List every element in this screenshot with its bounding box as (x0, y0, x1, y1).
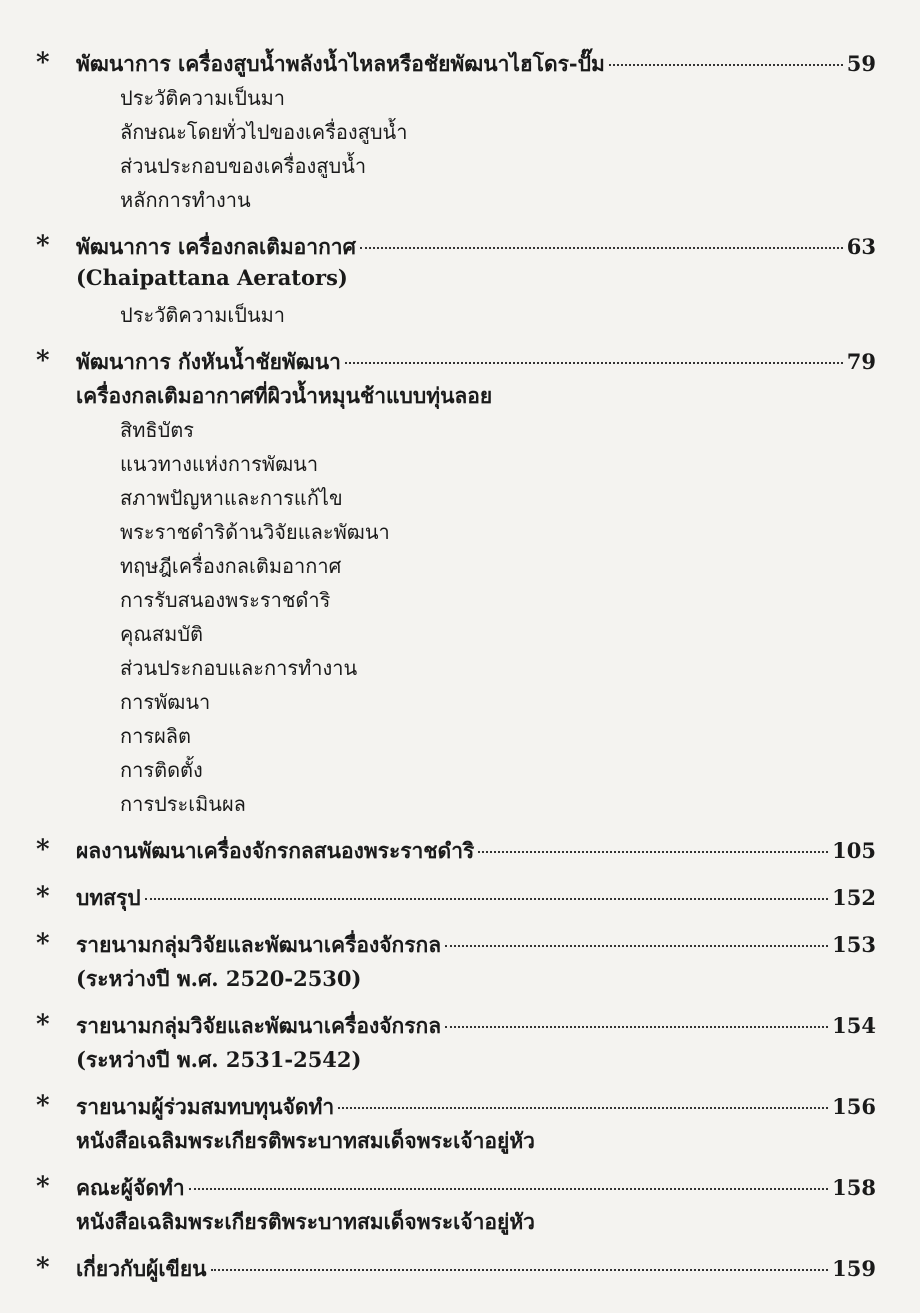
toc-entry-title: พัฒนาการ เครื่องกลเติมอากาศ (76, 234, 356, 259)
toc-entry (36, 48, 876, 218)
toc-entry (36, 882, 876, 916)
toc-entry-title: พัฒนาการ เครื่องสูบน้ำพลังน้ำไหลหรือชัยพัฒนาไฮโดร-ปั๊ม (76, 51, 605, 76)
bullet-asterisk-icon: * (36, 1253, 50, 1283)
toc-entry-title-continuation: เครื่องกลเติมอากาศที่ผิวน้ำหมุนช้าแบบทุ่นลอย (76, 383, 493, 408)
toc-entry-title-continuation: หนังสือเฉลิมพระเกียรติพระบาทสมเด็จพระเจ้าอยู่หัว (76, 1128, 535, 1153)
bullet-asterisk-icon: * (36, 882, 50, 912)
toc-entry-page-number: 159 (832, 1256, 876, 1281)
dot-leader (211, 1269, 829, 1271)
toc-subitem: แนวทางแห่งการพัฒนา (120, 452, 319, 476)
toc-subitem: สิทธิบัตร (120, 418, 195, 442)
toc-entry-title: พัฒนาการ กังหันน้ำชัยพัฒนา (76, 349, 341, 374)
toc-entry-line (36, 1253, 876, 1287)
toc-entry-title: รายนามผู้ร่วมสมทบทุนจัดทำ (76, 1094, 335, 1119)
toc-entry (36, 1010, 876, 1078)
toc-entry-title-continuation: (ระหว่างปี พ.ศ. 2520-2530) (76, 966, 362, 991)
toc-subitem: ลักษณะโดยทั่วไปของเครื่องสูบน้ำ (120, 120, 408, 144)
bullet-asterisk-icon: * (36, 1091, 50, 1121)
bullet-asterisk-icon: * (36, 48, 50, 78)
toc-entry-page-number: 156 (832, 1094, 876, 1119)
bullet-asterisk-icon: * (36, 1172, 50, 1202)
toc-subitem: คุณสมบัติ (120, 622, 204, 646)
table-of-contents (36, 48, 876, 1300)
dot-leader (345, 362, 843, 364)
dot-leader (189, 1188, 828, 1190)
toc-subitem: การประเมินผล (120, 792, 246, 816)
toc-subitem: ส่วนประกอบและการทำงาน (120, 656, 358, 680)
toc-subitem: ส่วนประกอบของเครื่องสูบน้ำ (120, 154, 367, 178)
dot-leader (445, 1026, 828, 1028)
bullet-asterisk-icon: * (36, 231, 50, 261)
toc-subitem: ประวัติความเป็นมา (120, 303, 286, 327)
toc-entry-page-number: 158 (832, 1175, 876, 1200)
toc-entry-page-number: 59 (846, 51, 876, 76)
bullet-asterisk-icon: * (36, 835, 50, 865)
toc-entry-title: บทสรุป (76, 885, 141, 910)
dot-leader (609, 64, 843, 66)
toc-entry (36, 1172, 876, 1240)
toc-subitem: ประวัติความเป็นมา (120, 86, 286, 110)
toc-subitem: พระราชดำริด้านวิจัยและพัฒนา (120, 520, 390, 544)
toc-entry (36, 231, 876, 333)
toc-entry (36, 929, 876, 997)
toc-entry-page-number: 154 (832, 1013, 876, 1038)
toc-subitem: สภาพปัญหาและการแก้ไข (120, 486, 343, 510)
toc-entry-title-continuation: (ระหว่างปี พ.ศ. 2531-2542) (76, 1047, 362, 1072)
dot-leader (478, 851, 828, 853)
toc-entry (36, 1253, 876, 1287)
toc-entry-line (36, 48, 876, 82)
dot-leader (338, 1107, 828, 1109)
toc-entry-title: ผลงานพัฒนาเครื่องจักรกลสนองพระราชดำริ (76, 838, 475, 863)
toc-entry-page-number: 153 (832, 932, 876, 957)
toc-entry-page-number: 79 (846, 349, 876, 374)
toc-entry-page-number: 152 (832, 885, 876, 910)
toc-subitem: ทฤษฎีเครื่องกลเติมอากาศ (120, 554, 342, 578)
toc-entry-line (36, 882, 876, 916)
toc-subitem: การผลิต (120, 724, 192, 748)
toc-subitem: หลักการทำงาน (120, 188, 251, 212)
toc-entry-line (36, 1010, 876, 1044)
toc-entry-line (36, 929, 876, 963)
toc-subitem: การพัฒนา (120, 690, 211, 714)
toc-entry-line (36, 1172, 876, 1206)
bullet-asterisk-icon: * (36, 1010, 50, 1040)
bullet-asterisk-icon: * (36, 929, 50, 959)
toc-entry (36, 1091, 876, 1159)
toc-entry-title: คณะผู้จัดทำ (76, 1175, 185, 1200)
toc-entry-title: รายนามกลุ่มวิจัยและพัฒนาเครื่องจักรกล (76, 1013, 442, 1038)
toc-entry-title-continuation: หนังสือเฉลิมพระเกียรติพระบาทสมเด็จพระเจ้าอยู่หัว (76, 1209, 535, 1234)
toc-entry-title: รายนามกลุ่มวิจัยและพัฒนาเครื่องจักรกล (76, 932, 442, 957)
toc-entry-line (36, 346, 876, 380)
toc-entry-line (36, 231, 876, 265)
toc-subitem: การติดตั้ง (120, 758, 203, 782)
dot-leader (145, 898, 829, 900)
toc-entry-line (36, 1091, 876, 1125)
toc-entry-page-number: 105 (832, 838, 876, 863)
toc-subitem: การรับสนองพระราชดำริ (120, 588, 331, 612)
toc-entry-title: เกี่ยวกับผู้เขียน (76, 1256, 207, 1281)
toc-entry-page-number: 63 (846, 234, 876, 259)
toc-entry (36, 346, 876, 822)
toc-entry-line (36, 835, 876, 869)
bullet-asterisk-icon: * (36, 346, 50, 376)
dot-leader (360, 247, 843, 249)
toc-entry (36, 835, 876, 869)
toc-entry-title-continuation: (Chaipattana Aerators) (76, 265, 348, 290)
dot-leader (445, 945, 828, 947)
